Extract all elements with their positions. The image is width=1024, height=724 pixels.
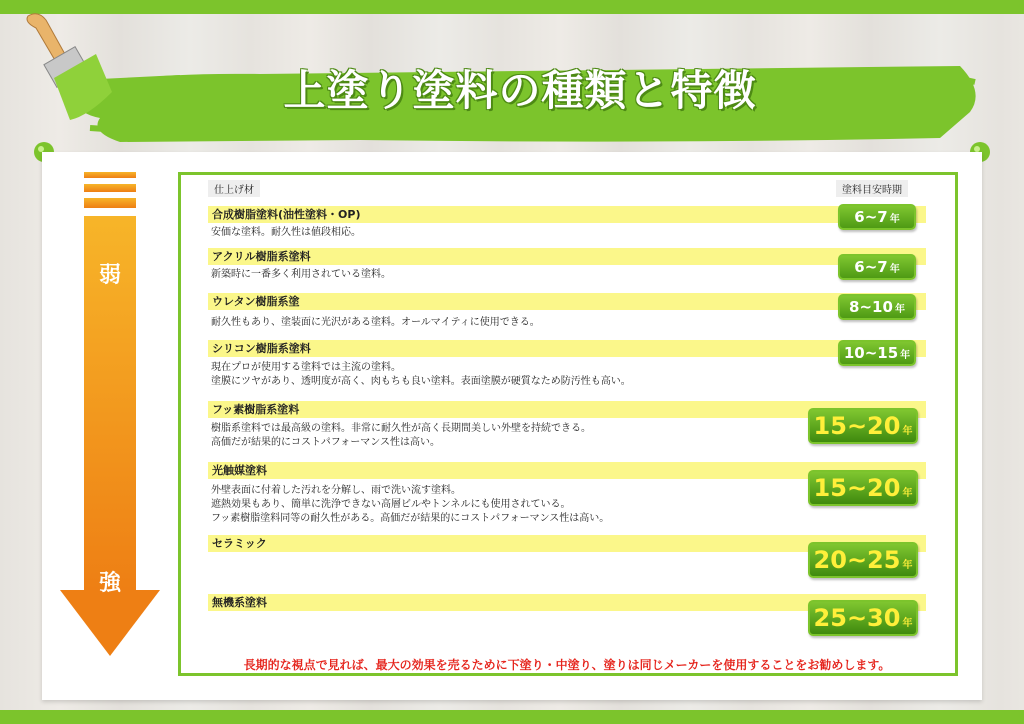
row-title: シリコン樹脂系塗料	[208, 340, 926, 357]
period-badge: 6~7 年	[838, 204, 916, 230]
row-desc: 遮熱効果もあり、簡単に洗浄できない高層ビルやトンネルにも使用されている。	[211, 499, 571, 510]
row-title: 合成樹脂塗料(油性塗料・OP)	[208, 206, 926, 223]
period-badge: 8~10 年	[838, 294, 916, 320]
row-desc: 樹脂系塗料では最高級の塗料。非常に耐久性が高く長期間美しい外壁を持続できる。	[211, 423, 591, 434]
bottom-green-band	[0, 710, 1024, 724]
period-badge: 6~7 年	[838, 254, 916, 280]
row-title: 光触媒塗料	[208, 462, 926, 479]
period-badge: 15~20 年	[808, 408, 918, 444]
row-desc: 高価だが結果的にコストパフォーマンス性は高い。	[211, 437, 440, 448]
period-badge: 10~15 年	[838, 340, 916, 366]
row-desc: 安価な塗料。耐久性は値段相応。	[211, 227, 361, 238]
period-badge: 15~20 年	[808, 470, 918, 506]
column-header-period: 塗料目安時期	[836, 180, 908, 197]
page-title: 上塗り塗料の種類と特徴	[283, 66, 757, 115]
recommendation-note: 長期的な視点で見れば、最大の効果を売るために下塗り・中塗り、塗りは同じメーカーを使用することをお勧めします。	[243, 658, 891, 672]
arrow-label-strong: 強	[98, 571, 121, 596]
column-header-material: 仕上げ材	[208, 180, 260, 197]
row-desc: 外壁表面に付着した汚れを分解し、雨で洗い流す塗料。	[211, 485, 461, 496]
row-desc: 新築時に一番多く利用されている塗料。	[211, 269, 391, 280]
row-title: アクリル樹脂系塗料	[208, 248, 926, 265]
row-desc: 塗膜にツヤがあり、透明度が高く、肉もちも良い塗料。表面塗膜が硬質なため防汚性も高い。	[211, 376, 631, 387]
row-title: ウレタン樹脂系塗	[208, 293, 926, 310]
row-desc: フッ素樹脂塗料同等の耐久性がある。高価だが結果的にコストパフォーマンス性は高い。	[211, 513, 610, 524]
row-title: セラミック	[208, 535, 926, 552]
row-desc: 現在プロが使用する塗料では主流の塗料。	[211, 362, 401, 373]
row-title: フッ素樹脂系塗料	[208, 401, 926, 418]
arrow-label-weak: 弱	[98, 263, 121, 288]
row-desc: 耐久性もあり、塗装面に光沢がある塗料。オールマイティに使用できる。	[211, 317, 540, 328]
row-title: 無機系塗料	[208, 594, 926, 611]
period-badge: 25~30 年	[808, 600, 918, 636]
paint-brush-icon	[8, 8, 118, 128]
top-green-band	[0, 0, 1024, 14]
period-badge: 20~25 年	[808, 542, 918, 578]
